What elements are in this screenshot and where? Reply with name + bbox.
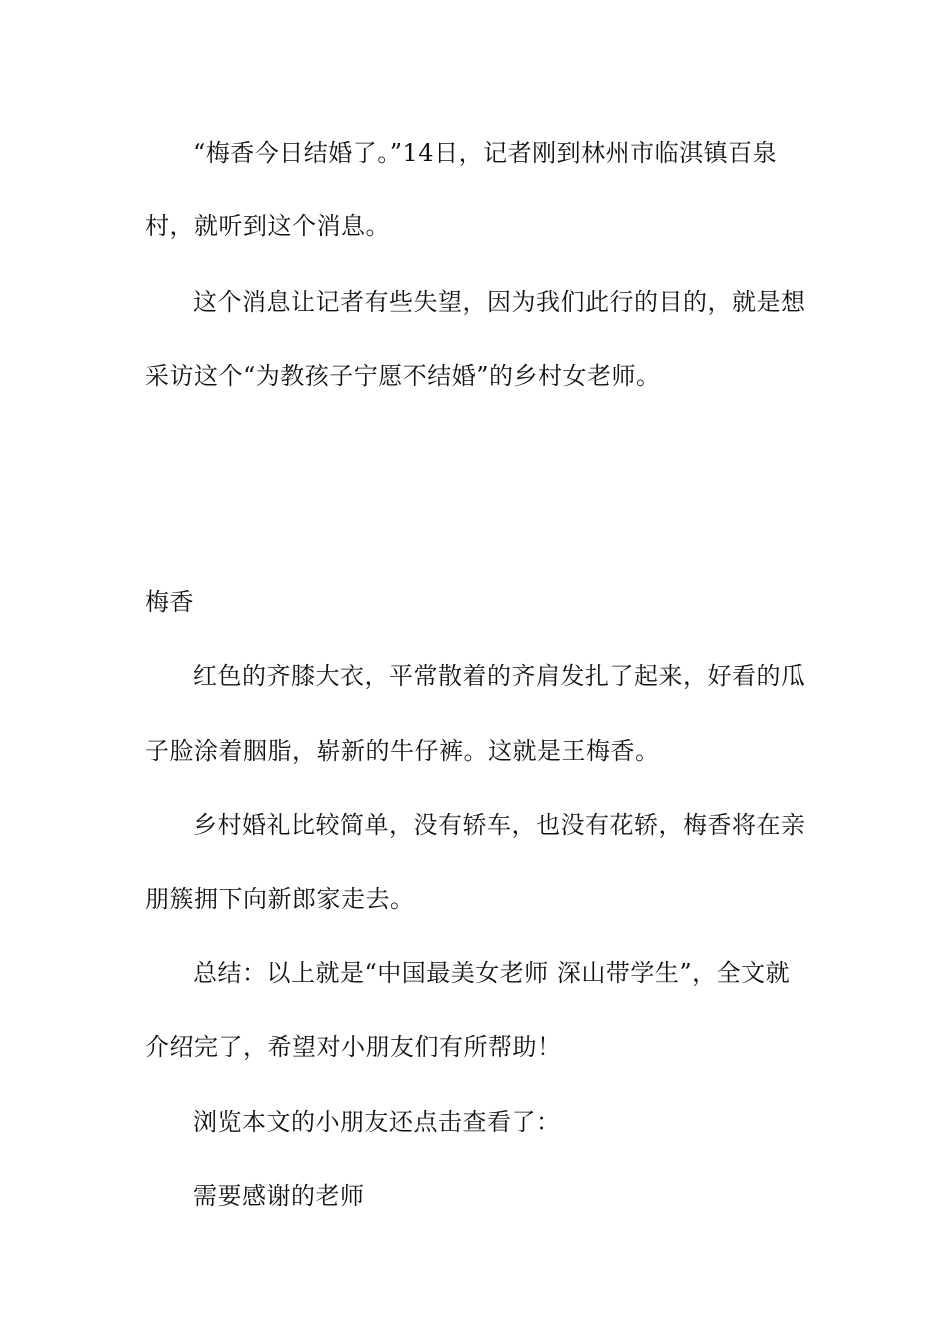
summary-line-1: 总结：以上就是“中国最美女老师 深山带学生”，全文就 <box>193 959 791 987</box>
paragraph-2-line-2: 采访这个“为教孩子宁愿不结婚”的乡村女老师。 <box>145 362 661 390</box>
paragraph-4-line-1: 乡村婚礼比较简单，没有轿车，也没有花轿，梅香将在亲 <box>193 811 806 839</box>
related-link[interactable]: 需要感谢的老师 <box>193 1182 365 1210</box>
paragraph-3-line-2: 子脸涂着胭脂，崭新的牛仔裤。这就是王梅香。 <box>145 737 660 765</box>
paragraph-4-line-2: 朋簇拥下向新郎家走去。 <box>145 885 415 913</box>
paragraph-3-line-1: 红色的齐膝大衣，平常散着的齐肩发扎了起来，好看的瓜 <box>193 662 806 690</box>
related-intro: 浏览本文的小朋友还点击查看了： <box>193 1108 561 1136</box>
section-heading: 梅香 <box>145 588 194 616</box>
summary-line-2: 介绍完了，希望对小朋友们有所帮助！ <box>145 1033 562 1061</box>
paragraph-1-line-1: “梅香今日结婚了。”14日，记者刚到林州市临淇镇百泉 <box>193 139 778 167</box>
paragraph-2-line-1: 这个消息让记者有些失望，因为我们此行的目的，就是想 <box>193 288 806 316</box>
paragraph-1-line-2: 村，就听到这个消息。 <box>145 212 390 240</box>
